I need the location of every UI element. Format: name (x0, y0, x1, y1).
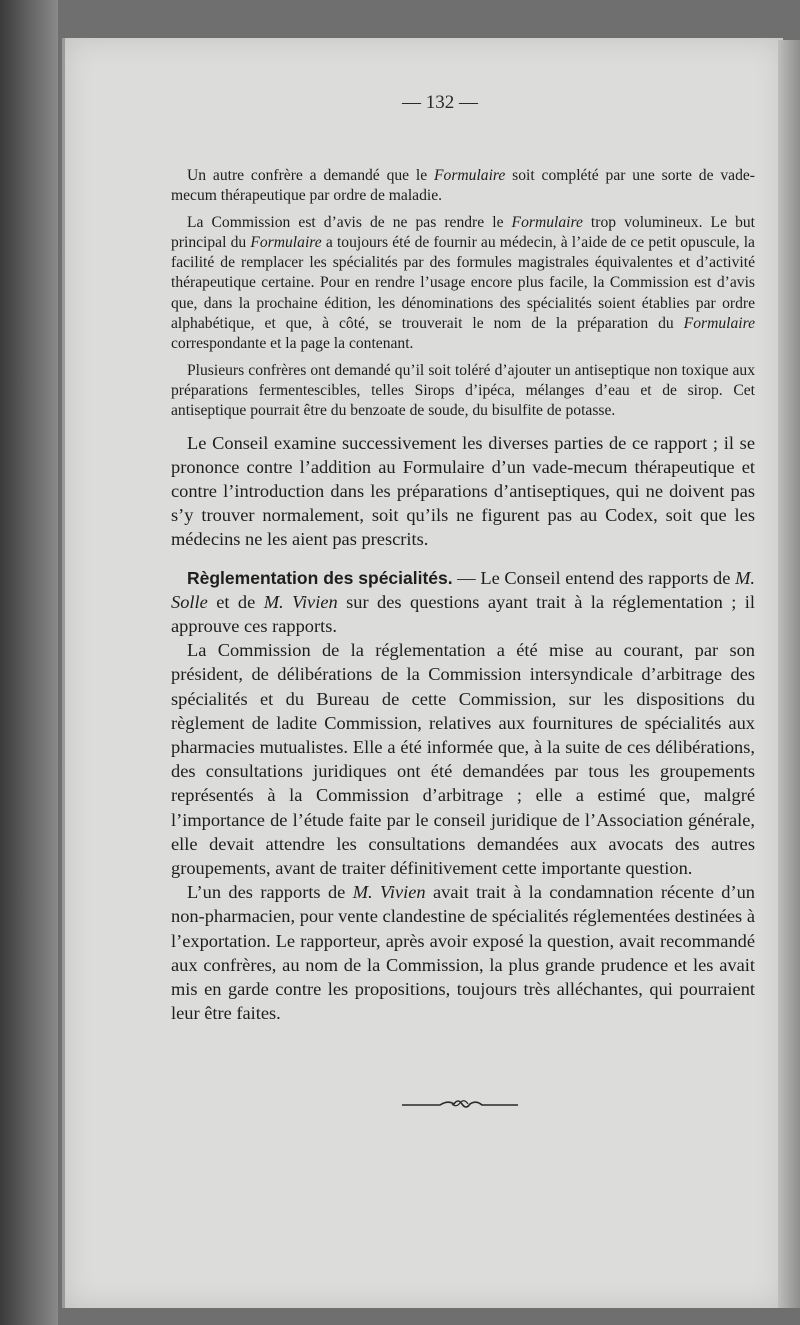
italic-text: M. Vivien (352, 882, 426, 903)
small-print-section (171, 166, 755, 422)
text-segment: Le Conseil examine successivement les diverses parties de ce rapport ; il se prononce contre l’addition au Formulaire d’un vade-mecum thérapeutique et contre l’introduction dans les préparations d’antiseptiques, qui ne doivent pas s’y trouver normalement, soit qu’ils ne figurent pas au Codex, soit que les médecins ne les aient pas prescrits. (171, 432, 755, 550)
text-segment: trop volumineux. Le but principal du (171, 213, 755, 251)
text-segment: La Commission est d’avis de ne pas rendre le (187, 213, 512, 231)
page-body (171, 166, 755, 1025)
text-segment: soit complété par une sorte de vade-mecum thérapeutique par ordre de maladie. (171, 167, 755, 205)
text-segment: correspondante et la page la contenant. (171, 335, 414, 353)
text-segment: a toujours été de fournir au médecin, à l’aide de ce petit opuscule, la facilité de remplacer les spécialités par des formules magistrales équivalentes et d’activité thérapeutique certaine. Pour en rendre l’usage encore plus facile, la Commission est d’avis que, dans la prochaine édition, les dénominations des spécialités soient établies par ordre alphabétique, et que, à côté, se trouverait le nom de la préparation du (171, 233, 755, 333)
italic-text: Formulaire (434, 167, 506, 184)
main-text-section (171, 431, 755, 1026)
text-segment: sur des questions ayant trait à la réglementation ; il approuve ces rapports. (171, 591, 755, 636)
italic-text: M. Solle (171, 567, 755, 612)
italic-text: M. Vivien (263, 591, 338, 612)
paragraph-antiseptic-request (171, 361, 755, 422)
page-edge (778, 40, 800, 1308)
italic-text: Formulaire (250, 233, 322, 251)
section-title: Règlementation des spécialités. (187, 567, 453, 588)
paragraph-vade-mecum-request (171, 166, 755, 207)
italic-text: Formulaire (683, 315, 755, 333)
paragraph-reglementation-heading (171, 566, 755, 639)
text-segment: — Le Conseil entend des rapports de (452, 567, 736, 588)
text-segment: Plusieurs confrères ont demandé qu’il soit toléré d’ajouter un antiseptique non toxique aux préparations fermentescibles, telles Sirops d’ipéca, mélanges d’eau et de sirop. Cet antiseptique pourrait être du benzoate de soude, du bisulfite de potasse. (171, 361, 755, 420)
text-segment: et de (207, 591, 264, 612)
paragraph-vivien-report (171, 880, 755, 1025)
text-segment: La Commission de la réglementation a été mise au courant, par son président, de délibérations de la Commission intersyndicale d’arbitrage des spécialités et du Bureau de cette Commission, sur les dispositions du règlement de ladite Commission, relatives aux fournitures de spécialités aux pharmacies mutualistes. Elle a été informée que, à la suite de ces délibérations, des consultations juridiques ont été demandées par tous les groupements représentés à la Commission d’arbitrage ; elle a estimé que, malgré l’importance de l’étude faite par le conseil juridique de l’Association générale, elle devait attendre les consultations demandées aux avocats des autres groupements, avant de traiter définitivement cette importante question. (171, 640, 755, 879)
italic-text: Formulaire (511, 213, 583, 231)
text-segment: avait trait à la condamnation récente d’un non-pharmacien, pour vente clandestine de spécialités réglementées destinées à l’exportation. Le rapporteur, après avoir exposé la question, avait recommandé aux confrères, au nom de la Commission, la plus grande prudence et les avait mis en garde contre les propositions, toujours très alléchantes, qui pourraient leur être faites. (171, 882, 755, 1024)
book-gutter-shadow (0, 0, 58, 1325)
end-ornament (400, 1094, 520, 1114)
paragraph-council-decision (171, 431, 755, 552)
page-number: — 132 — (402, 92, 478, 113)
paragraph-commission-opinion (171, 213, 755, 355)
text-segment: L’un des rapports de (187, 882, 353, 903)
paragraph-commission-report (171, 638, 755, 880)
text-segment: Un autre confrère a demandé que le (187, 167, 435, 184)
